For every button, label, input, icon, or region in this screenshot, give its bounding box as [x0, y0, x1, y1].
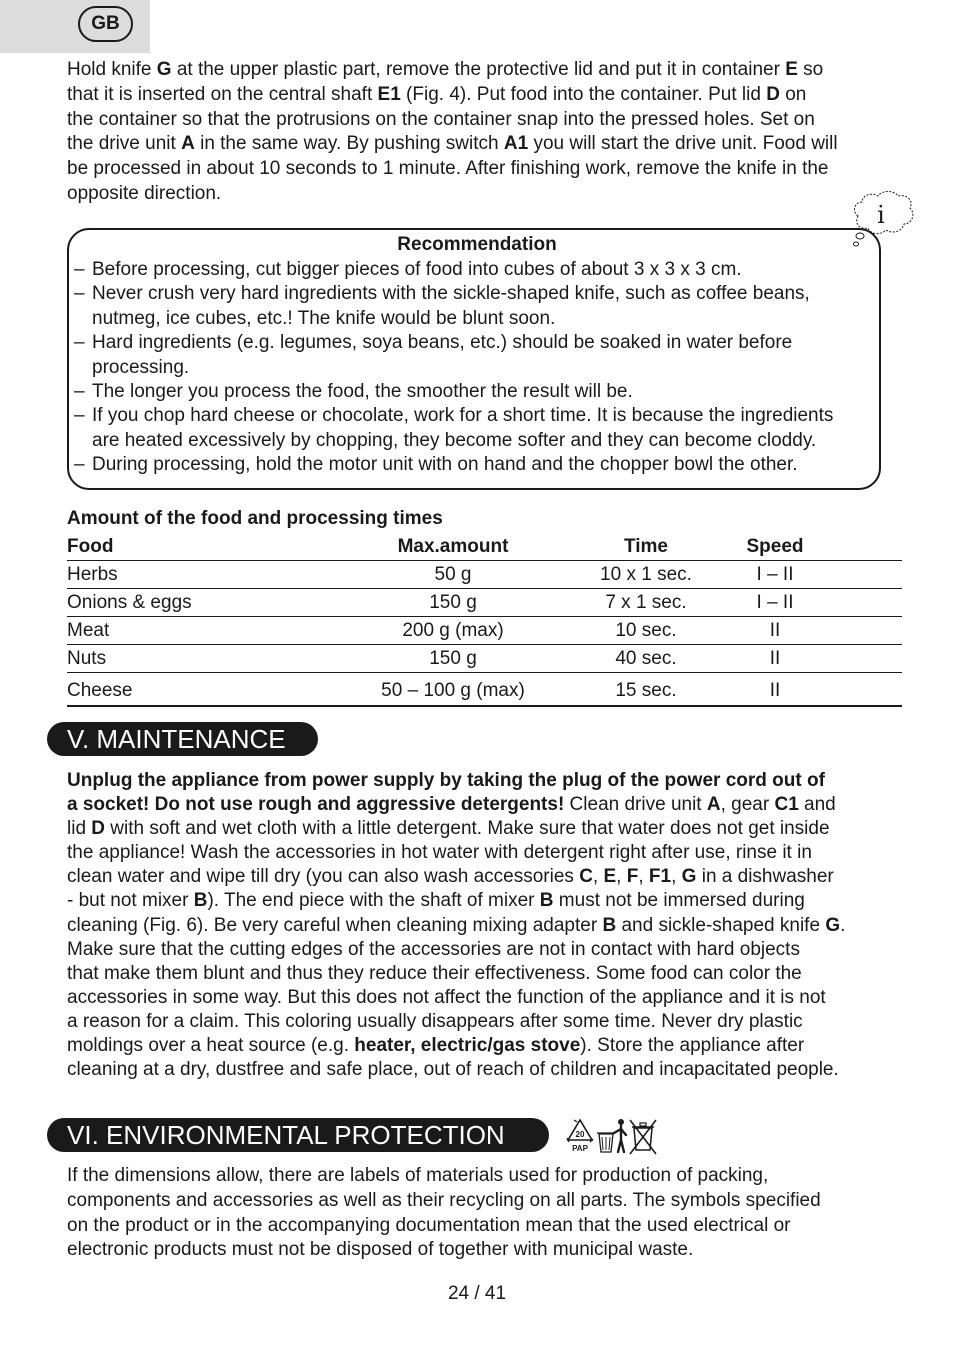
text-run: the drive unit	[67, 133, 182, 155]
text-run: so	[797, 59, 824, 80]
bold-text-run: B	[539, 890, 554, 912]
bold-text-run: C	[579, 866, 593, 888]
text-run: and sickle-shaped knife	[616, 914, 826, 936]
svg-text:20: 20	[575, 1130, 585, 1139]
text-line	[67, 986, 907, 1010]
recommendation-item-text: Hard ingredients (e.g. legumes, soya beans, etc.) should be soaked in water before	[92, 332, 793, 354]
bold-text-run: E	[785, 59, 798, 80]
bold-text-run: A1	[503, 133, 529, 155]
maintenance-paragraph	[67, 769, 907, 1082]
text-line	[67, 938, 907, 962]
svg-text:i: i	[877, 201, 885, 229]
recommendation-item-text: If you chop hard cheese or chocolate, work for a short time. It is because the ingredients	[92, 405, 834, 427]
crossed-out-bin-icon	[630, 1120, 656, 1154]
cell-amount: 150 g	[429, 648, 477, 669]
recommendation-item-text: Before processing, cut bigger pieces of food into cubes of about 3 x 3 x 3 cm.	[92, 259, 742, 280]
bold-text-run: C1	[774, 794, 799, 816]
recycling-symbols	[564, 1116, 659, 1156]
text-run: in the same way. By pushing switch	[194, 133, 504, 155]
text-run: components and accessories as well as their recycling on all parts. The symbols specified	[67, 1189, 821, 1211]
text-run: on	[779, 83, 807, 105]
bold-text-run: D	[766, 83, 780, 105]
text-run: on the product or in the accompanying documentation mean that the used electrical or	[67, 1214, 791, 1236]
bold-text-run: E1	[377, 83, 401, 105]
text-run: at the upper plastic part, remove the protective lid and put it in container	[171, 59, 786, 80]
list-dash: –	[74, 332, 85, 354]
recommendation-item-text: The longer you process the food, the smoother the result will be.	[92, 381, 633, 403]
text-line	[67, 841, 907, 865]
cell-time: 15 sec.	[615, 680, 677, 701]
text-line	[67, 914, 907, 938]
cell-speed: II	[769, 648, 781, 669]
environment-heading: VI. ENVIRONMENTAL PROTECTION	[47, 1118, 549, 1152]
bold-text-run: B	[602, 914, 617, 936]
text-run: ). Store the appliance after	[580, 1035, 805, 1057]
text-run: that make them blunt and thus they reduce their effectiveness. Some food can color the	[67, 962, 802, 984]
text-run: Hold knife	[67, 59, 157, 80]
header-speed: Speed	[746, 536, 804, 557]
text-run: electronic products must not be disposed of together with municipal waste.	[67, 1239, 694, 1261]
table-row	[67, 645, 902, 673]
cell-food: Onions & eggs	[67, 592, 192, 613]
recommendation-item-text: nutmeg, ice cubes, etc.! The knife would be blunt soon.	[92, 307, 556, 329]
cell-amount: 200 g (max)	[402, 620, 504, 641]
recommendation-item	[74, 331, 880, 380]
text-line	[67, 865, 907, 889]
bold-text-run: E	[603, 866, 617, 888]
recommendation-title: Recommendation	[397, 234, 557, 255]
bold-text-run: D	[91, 818, 106, 840]
recommendation-list	[74, 258, 880, 478]
table-row	[67, 589, 902, 617]
recommendation-item-text: are heated excessively by chopping, they become softer and they can become cloddy.	[92, 429, 817, 451]
text-run: the appliance! Wash the accessories in hot water with detergent right after use, rinse it in	[67, 842, 812, 864]
cell-speed: II	[769, 620, 781, 641]
text-run: with soft and wet cloth with a little detergent. Make sure that water does not get inside	[105, 818, 830, 840]
text-run: ). The end piece with the shaft of mixer	[207, 890, 540, 912]
text-run: accessories in some way. But this does not affect the function of the appliance and it is not	[67, 986, 826, 1008]
text-line	[67, 1034, 907, 1058]
bold-text-run: G	[156, 59, 172, 80]
text-run: , gear	[720, 794, 775, 816]
text-line	[67, 108, 907, 133]
cell-food: Meat	[67, 620, 110, 641]
text-run: cleaning (Fig. 6). Be very careful when cleaning mixing adapter	[67, 914, 603, 936]
text-run: be processed in about 10 seconds to 1 minute. After finishing work, remove the knife in the	[67, 158, 829, 180]
text-line	[67, 1238, 907, 1263]
bold-text-run: F	[626, 866, 639, 888]
text-line	[67, 962, 907, 986]
text-line	[67, 132, 907, 157]
table-row	[67, 561, 902, 589]
text-run: If the dimensions allow, there are labels of materials used for production of packing,	[67, 1165, 769, 1186]
recommendation-item-text: During processing, hold the motor unit with on hand and the chopper bowl the other.	[92, 454, 798, 476]
environment-paragraph	[67, 1164, 907, 1263]
header-amount: Max.amount	[397, 536, 509, 557]
text-line	[67, 889, 907, 913]
text-run: Clean drive unit	[564, 794, 707, 816]
recommendation-item	[74, 258, 880, 282]
bold-text-run: F1	[648, 866, 672, 888]
maintenance-heading: V. MAINTENANCE	[47, 722, 318, 756]
recycle-paper-icon	[567, 1120, 593, 1153]
text-run: cleaning at a dry, dustfree and safe place, out of reach of children and incapacitated people.	[67, 1059, 839, 1081]
litter-bin-person-icon	[597, 1119, 626, 1152]
header-food: Food	[67, 536, 114, 557]
processing-times-table	[67, 533, 902, 707]
cell-amount: 150 g	[429, 592, 477, 613]
recommendation-item	[74, 282, 880, 331]
text-run: a reason for a claim. This coloring usually disappears after some time. Never dry plastic	[67, 1010, 803, 1032]
text-line	[67, 817, 907, 841]
text-run: the container so that the protrusions on the container snap into the pressed holes. Set on	[67, 108, 815, 130]
text-line	[67, 1214, 907, 1239]
bold-text-run: heater, electric/gas stove	[354, 1035, 581, 1057]
text-line	[67, 793, 907, 817]
list-dash: –	[74, 454, 85, 476]
cell-speed: I – II	[756, 564, 794, 585]
text-line	[67, 1010, 907, 1034]
table-header-row	[67, 533, 902, 561]
text-run: in a dishwasher	[696, 866, 834, 888]
bold-text-run: A	[181, 133, 195, 155]
table-title: Amount of the food and processing times	[67, 508, 443, 529]
page-number: 24 / 41	[447, 1283, 507, 1304]
recommendation-item	[74, 380, 880, 404]
cell-amount: 50 g	[434, 564, 472, 585]
intro-paragraph	[67, 58, 907, 207]
cell-speed: II	[769, 680, 781, 701]
text-run: that it is inserted on the central shaft	[67, 83, 378, 105]
text-run: moldings over a heat source (e.g.	[67, 1035, 355, 1057]
table-row	[67, 617, 902, 645]
recommendation-item	[74, 453, 880, 477]
text-line	[67, 1189, 907, 1214]
recommendation-item	[74, 404, 880, 453]
cell-food: Herbs	[67, 564, 118, 585]
bold-text-run: Unplug the appliance from power supply by taking the plug of the power cord out of	[67, 770, 825, 791]
cell-amount: 50 – 100 g (max)	[381, 680, 525, 701]
recommendation-item-text: processing.	[92, 356, 190, 378]
text-run: lid	[67, 818, 92, 840]
text-run: opposite direction.	[67, 182, 222, 204]
text-run: ,	[616, 866, 627, 888]
text-line	[67, 58, 907, 83]
text-line	[67, 182, 907, 207]
svg-text:PAP: PAP	[572, 1144, 588, 1153]
text-run: - but not mixer	[67, 890, 194, 912]
text-run: clean water and wipe till dry (you can also wash accessories	[67, 866, 580, 888]
list-dash: –	[74, 283, 85, 305]
text-run: Make sure that the cutting edges of the accessories are not in contact with hard objects	[67, 938, 800, 960]
text-line	[67, 1058, 907, 1082]
cell-time: 40 sec.	[615, 648, 677, 669]
cell-food: Nuts	[67, 648, 107, 669]
bold-text-run: a socket! Do not use rough and aggressive detergents!	[67, 794, 565, 816]
header-time: Time	[623, 536, 669, 557]
text-run: and	[798, 794, 836, 816]
text-line	[67, 83, 907, 108]
text-line	[67, 157, 907, 182]
cell-food: Cheese	[67, 680, 133, 701]
text-line	[67, 1164, 907, 1189]
list-dash: –	[74, 259, 85, 280]
text-run: must not be immersed during	[553, 890, 805, 912]
list-dash: –	[74, 405, 85, 427]
cell-time: 10 x 1 sec.	[600, 564, 692, 585]
text-run: ,	[671, 866, 682, 888]
bold-text-run: A	[706, 794, 721, 816]
text-run: ,	[638, 866, 649, 888]
bold-text-run: G	[825, 914, 841, 936]
bold-text-run: G	[681, 866, 697, 888]
text-run: you will start the drive unit. Food will	[528, 133, 838, 155]
language-badge: GB	[78, 6, 133, 42]
list-dash: –	[74, 381, 85, 403]
table-row	[67, 673, 902, 707]
cell-time: 10 sec.	[615, 620, 677, 641]
cell-time: 7 x 1 sec.	[605, 592, 687, 613]
recommendation-item-text: Never crush very hard ingredients with the sickle-shaped knife, such as coffee beans,	[92, 283, 810, 305]
text-run: (Fig. 4). Put food into the container. Put lid	[400, 83, 767, 105]
cell-speed: I – II	[756, 592, 794, 613]
text-run: .	[840, 914, 846, 936]
bold-text-run: B	[193, 890, 208, 912]
text-line	[67, 769, 907, 793]
text-run: ,	[592, 866, 604, 888]
